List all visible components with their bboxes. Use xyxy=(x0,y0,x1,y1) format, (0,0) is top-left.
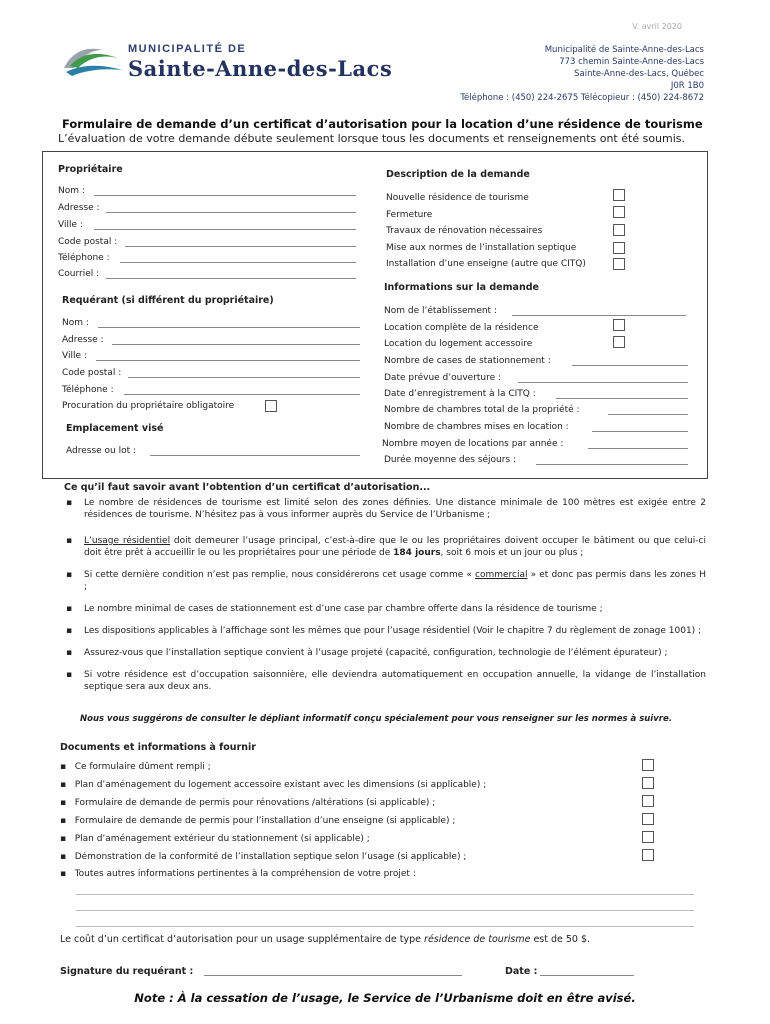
other-info-field[interactable] xyxy=(76,926,694,927)
applicant-phone-label: Téléphone : xyxy=(62,385,114,395)
municipality-logo xyxy=(62,40,392,85)
document-checkbox[interactable] xyxy=(642,849,654,861)
bullet-icon: ▪ xyxy=(66,626,73,636)
accessory-rental-checkbox[interactable] xyxy=(613,336,625,348)
know-bullet: ▪ Assurez-vous que l’installation septique convient à l’usage projeté (capacité, configuration, technologie de l’élément épurateur) ; xyxy=(66,648,668,658)
location-address-field[interactable] xyxy=(150,455,360,456)
owner-heading: Propriétaire xyxy=(58,164,123,175)
cost-statement: Le coût d’un certificat d’autorisation pour un usage supplémentaire de type résidence de tourisme est de 50 $. xyxy=(60,934,591,945)
request-new-checkbox[interactable] xyxy=(613,189,625,201)
request-item-septic: Mise aux normes de l’installation septique xyxy=(386,243,577,253)
document-checkbox[interactable] xyxy=(642,777,654,789)
know-bullet: ▪ Si votre résidence est d’occupation saisonnière, elle deviendra automatiquement en occupation annuelle, la vidange de l’installation septique sera aux deux ans. xyxy=(66,670,706,692)
total-rooms-field[interactable] xyxy=(608,414,688,415)
rented-rooms-field[interactable] xyxy=(592,431,688,432)
establishment-name-label: Nom de l’établissement : xyxy=(384,306,497,316)
owner-postal-label: Code postal : xyxy=(58,237,118,247)
logo-name-text: Sainte-Anne-des-Lacs xyxy=(128,56,393,81)
request-heading: Description de la demande xyxy=(386,169,530,180)
request-closing-checkbox[interactable] xyxy=(613,206,625,218)
location-address-label: Adresse ou lot : xyxy=(66,446,137,456)
document-item: ▪ Formulaire de demande de permis pour rénovations /altérations (si applicable) ; xyxy=(60,798,436,808)
document-item: ▪ Formulaire de demande de permis pour l’installation d’une enseigne (si applicable) ; xyxy=(60,816,456,826)
request-sign-checkbox[interactable] xyxy=(613,258,625,270)
form-title: Formulaire de demande d’un certificat d’autorisation pour la location d’une résidence de tourisme xyxy=(62,117,703,131)
owner-postal-field[interactable] xyxy=(125,246,356,247)
document-checkbox[interactable] xyxy=(642,831,654,843)
bullet-icon: ▪ xyxy=(60,834,67,844)
applicant-city-field[interactable] xyxy=(96,360,360,361)
logo-municipality-text: MUNICIPALITÉ DE xyxy=(128,43,247,55)
signature-field[interactable] xyxy=(204,975,462,976)
bullet-icon: ▪ xyxy=(66,498,73,508)
form-subtitle: L’évaluation de votre demande débute seulement lorsque tous les documents et renseignements ont été soumis. xyxy=(58,132,686,145)
bullet2-rich-text: L’usage résidentiel doit demeurer l’usage principal, c’est-à-dire que le ou les propriétaires doivent occuper le bâtiment ou que celui-ci doit être prêt à accueillir le ou les propriétaires pour une période de 184 jours, soit 6 mois et un jour ou plus ; xyxy=(84,536,707,558)
applicant-city-label: Ville : xyxy=(62,351,87,361)
citq-date-label: Date d’enregistrement à la CITQ : xyxy=(384,389,536,399)
municipality-address xyxy=(460,44,704,104)
documents-heading: Documents et informations à fournir xyxy=(60,742,256,753)
applicant-phone-field[interactable] xyxy=(124,394,360,395)
request-item-new: Nouvelle résidence de tourisme xyxy=(386,193,529,203)
rented-rooms-label: Nombre de chambres mises en location : xyxy=(384,422,569,432)
location-heading: Emplacement visé xyxy=(66,423,164,434)
avg-rentals-field[interactable] xyxy=(588,448,688,449)
full-rental-checkbox[interactable] xyxy=(613,319,625,331)
owner-phone-label: Téléphone : xyxy=(58,253,110,263)
date-field[interactable] xyxy=(540,975,634,976)
document-item: ▪ Ce formulaire dûment rempli ; xyxy=(60,762,211,772)
document-item: ▪ Toutes autres informations pertinentes à la compréhension de votre projet : xyxy=(60,869,416,879)
bullet-icon: ▪ xyxy=(66,536,73,546)
applicant-heading: Requérant (si différent du propriétaire) xyxy=(62,295,274,306)
know-bullet xyxy=(66,535,706,559)
owner-name-label: Nom : xyxy=(58,186,85,196)
address-line: 773 chemin Sainte-Anne-des-Lacs xyxy=(559,57,704,67)
know-bullet: ▪ Le nombre minimal de cases de stationnement est d’une case par chambre offerte dans la résidence de tourisme ; xyxy=(66,604,603,614)
applicant-name-field[interactable] xyxy=(98,327,360,328)
avg-stay-label: Durée moyenne des séjours : xyxy=(384,455,517,465)
signature-label: Signature du requérant : xyxy=(60,966,194,977)
proxy-checkbox[interactable] xyxy=(265,400,277,412)
document-item: ▪ Plan d’aménagement du logement accessoire existant avec les dimensions (si applicable) ; xyxy=(60,780,487,790)
version-label: V. avril 2020 xyxy=(632,22,682,31)
applicant-address-label: Adresse : xyxy=(62,335,104,345)
establishment-name-field[interactable] xyxy=(512,315,686,316)
applicant-name-label: Nom : xyxy=(62,318,89,328)
applicant-postal-label: Code postal : xyxy=(62,368,122,378)
bullet-icon: ▪ xyxy=(60,852,67,862)
bullet-icon: ▪ xyxy=(60,780,67,790)
bullet3-rich-text: Si cette dernière condition n’est pas remplie, nous considérerons cet usage comme « commercial » et donc pas permis dans les zones H ; xyxy=(84,570,706,592)
know-heading: Ce qu’il faut savoir avant l’obtention d’un certificat d’autorisation... xyxy=(64,482,431,493)
total-rooms-label: Nombre de chambres total de la propriété : xyxy=(384,405,580,415)
owner-address-field[interactable] xyxy=(106,212,356,213)
suggestion-note: Nous vous suggérons de consulter le dépliant informatif conçu spécialement pour vous renseigner sur les normes à suivre. xyxy=(80,714,672,724)
owner-email-label: Courriel : xyxy=(58,269,100,279)
bullet-icon: ▪ xyxy=(60,869,67,879)
avg-stay-field[interactable] xyxy=(536,464,688,465)
full-rental-label: Location complète de la résidence xyxy=(384,323,539,333)
document-checkbox[interactable] xyxy=(642,813,654,825)
opening-date-field[interactable] xyxy=(518,382,688,383)
bullet-icon: ▪ xyxy=(60,798,67,808)
applicant-postal-field[interactable] xyxy=(128,377,360,378)
request-item-renovation: Travaux de rénovation nécessaires xyxy=(386,226,543,236)
parking-count-field[interactable] xyxy=(572,365,688,366)
know-bullet: ▪ Le nombre de résidences de tourisme est limité selon des zones définies. Une distance minimale de 100 mètres est exigée entre 2 résidences de tourisme. N’hésitez pas à vous informer auprès du Service de l’Urbanisme ; xyxy=(66,498,706,520)
opening-date-label: Date prévue d’ouverture : xyxy=(384,373,502,383)
know-bullet: ▪ Les dispositions applicables à l’affichage sont les mêmes que pour l’usage résidentiel (Voir le chapitre 7 du règlement de zonage 1001) ; xyxy=(66,626,702,636)
other-info-field[interactable] xyxy=(76,894,694,895)
footer-note: Note : À la cessation de l’usage, le Service de l’Urbanisme doit en être avisé. xyxy=(134,991,636,1005)
logo-wave-icon xyxy=(62,42,124,82)
bullet-icon: ▪ xyxy=(60,762,67,772)
document-item: ▪ Plan d’aménagement extérieur du stationnement (si applicable) ; xyxy=(60,834,370,844)
bullet-icon: ▪ xyxy=(66,570,73,580)
owner-email-field[interactable] xyxy=(106,278,356,279)
address-line: Sainte-Anne-des-Lacs, Québec xyxy=(574,69,704,79)
request-septic-checkbox[interactable] xyxy=(613,242,625,254)
proxy-label: Procuration du propriétaire obligatoire xyxy=(62,401,235,411)
request-info-heading: Informations sur la demande xyxy=(384,282,539,293)
address-line: J0R 1B0 xyxy=(670,81,704,91)
address-line: Téléphone : (450) 224-2675 Télécopieur : (450) 224-8672 xyxy=(460,93,704,103)
avg-rentals-label: Nombre moyen de locations par année : xyxy=(382,439,564,449)
address-line: Municipalité de Sainte-Anne-des-Lacs xyxy=(544,45,704,55)
parking-count-label: Nombre de cases de stationnement : xyxy=(384,356,551,366)
owner-phone-field[interactable] xyxy=(120,262,356,263)
bullet-icon: ▪ xyxy=(60,816,67,826)
document-item: ▪ Démonstration de la conformité de l’installation septique selon l’usage (si applicable) ; xyxy=(60,852,467,862)
date-label: Date : xyxy=(505,966,538,977)
know-bullet-list xyxy=(66,497,706,693)
request-renovation-checkbox[interactable] xyxy=(613,224,625,236)
bullet-icon: ▪ xyxy=(66,670,73,680)
request-item-sign: Installation d’une enseigne (autre que CITQ) xyxy=(386,259,586,269)
bullet-icon: ▪ xyxy=(66,648,73,658)
document-checkbox[interactable] xyxy=(642,795,654,807)
owner-name-field[interactable] xyxy=(94,195,356,196)
applicant-address-field[interactable] xyxy=(112,344,360,345)
request-item-closing: Fermeture xyxy=(386,210,433,220)
know-bullet xyxy=(66,569,706,593)
bullet-icon: ▪ xyxy=(66,604,73,614)
accessory-rental-label: Location du logement accessoire xyxy=(384,339,533,349)
other-info-field[interactable] xyxy=(76,910,694,911)
owner-city-label: Ville : xyxy=(58,220,83,230)
citq-date-field[interactable] xyxy=(556,398,688,399)
document-checkbox[interactable] xyxy=(642,759,654,771)
owner-city-field[interactable] xyxy=(94,229,356,230)
owner-address-label: Adresse : xyxy=(58,203,100,213)
